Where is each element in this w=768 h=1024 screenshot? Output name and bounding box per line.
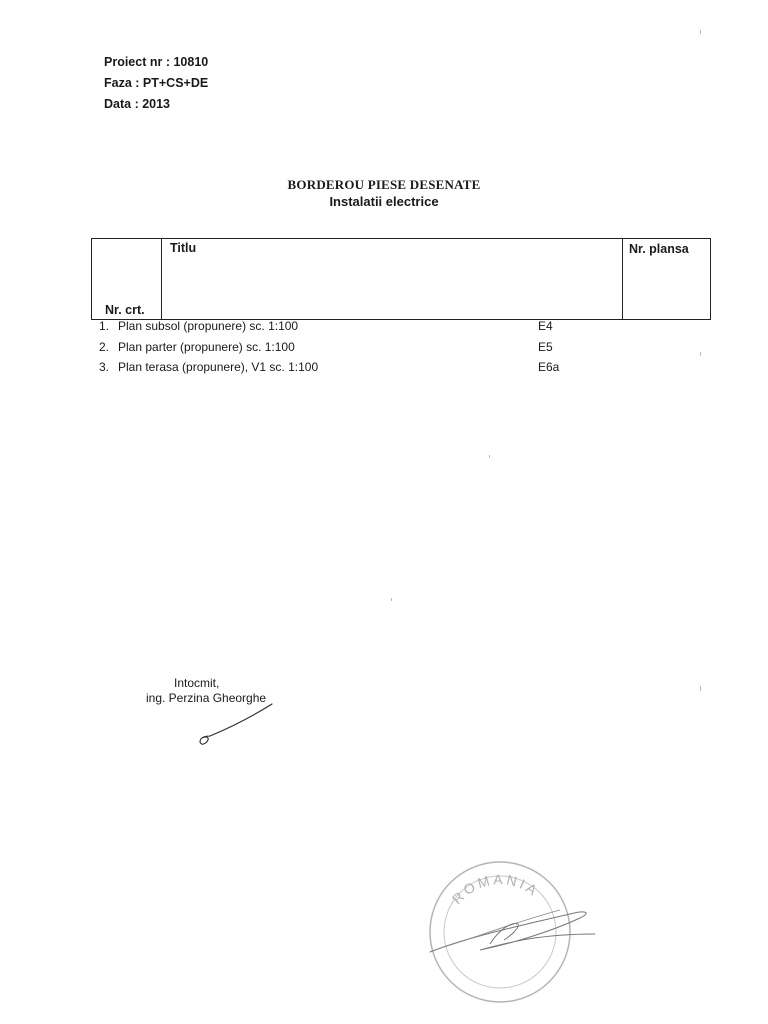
row-title: Plan subsol (propunere) sc. 1:100 — [118, 319, 299, 333]
scan-speck — [700, 30, 701, 34]
signature-label: Intocmit, — [174, 676, 220, 690]
signer-name: ing. Perzina Gheorghe — [146, 691, 267, 705]
row-number: 3. — [99, 360, 110, 374]
document-subtitle: Instalatii electrice — [329, 194, 439, 209]
project-number: Proiect nr : 10810 — [104, 55, 209, 69]
scan-speck — [700, 686, 701, 691]
table-row — [0, 340, 768, 360]
table-header — [91, 238, 711, 320]
scan-speck — [700, 352, 701, 356]
column-header-titlu: Titlu — [170, 241, 197, 255]
row-title: Plan parter (propunere) sc. 1:100 — [118, 340, 295, 354]
document-title: BORDEROU PIESE DESENATE — [287, 177, 481, 192]
title-block — [0, 177, 768, 209]
row-number: 1. — [99, 319, 110, 333]
table-row — [0, 360, 768, 380]
column-nr-crt — [92, 239, 162, 319]
project-date: Data : 2013 — [104, 97, 171, 111]
official-stamp — [420, 852, 600, 1012]
handwritten-signature — [196, 702, 276, 750]
row-title: Plan terasa (propunere), V1 sc. 1:100 — [118, 360, 319, 374]
project-info — [104, 52, 208, 115]
scan-speck — [489, 455, 490, 458]
project-phase: Faza : PT+CS+DE — [104, 76, 209, 90]
table-row — [0, 319, 768, 339]
svg-text:ROMANIA: ROMANIA — [448, 871, 543, 908]
column-nr-plansa — [622, 239, 710, 319]
column-titlu — [161, 239, 623, 319]
row-sheet-code: E6a — [538, 360, 560, 374]
column-header-nr-crt: Nr. crt. — [105, 303, 145, 317]
row-sheet-code: E4 — [538, 319, 553, 333]
column-header-nr-plansa: Nr. plansa — [629, 242, 689, 256]
scan-speck — [391, 598, 392, 601]
row-number: 2. — [99, 340, 110, 354]
row-sheet-code: E5 — [538, 340, 553, 354]
